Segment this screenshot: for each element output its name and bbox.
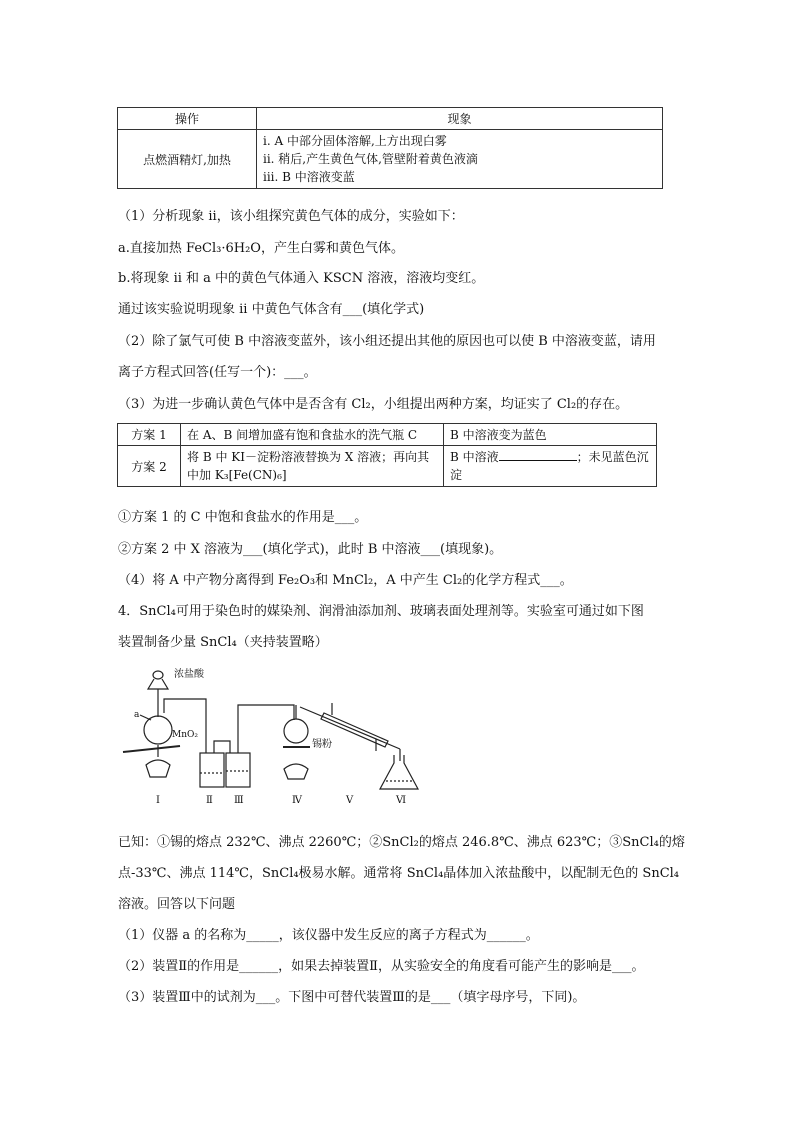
label-V: Ⅴ [346, 795, 354, 806]
scheme-2-result [444, 446, 657, 487]
known-line2: 点-33℃、沸点 114℃，SnCl₄极易水解。通常将 SnCl₄晶体加入浓盐酸中，以配制无色的 SnCl₄ [118, 866, 680, 881]
label-tin-powder: 锡粉 [312, 739, 332, 750]
scheme-1-method: 在 A、B 间增加盛有饱和食盐水的洗气瓶 C [181, 424, 444, 446]
label-VI: Ⅵ [396, 795, 407, 806]
question-3: （3）为进一步确认黄色气体中是否含有 Cl₂，小组提出两种方案，均证实了 Cl₂的存在。 [118, 397, 629, 412]
table-cell-phenomena [257, 130, 663, 189]
scheme-2-method: 将 B 中 KI－淀粉溶液替换为 X 溶液；再向其中加 K₃[Fe(CN)₆] [181, 446, 444, 487]
answer-blank [499, 448, 577, 461]
scheme-1-label: 方案 1 [118, 424, 181, 446]
scheme-2-label: 方案 2 [118, 446, 181, 487]
sub-question-1: ①方案 1 的 C 中饱和食盐水的作用是___。 [118, 510, 368, 525]
label-IV: Ⅳ [292, 795, 302, 806]
label-II: Ⅱ [206, 795, 213, 806]
label-I: Ⅰ [156, 795, 160, 806]
known-line3: 溶液。回答以下问题 [118, 897, 236, 912]
label-III: Ⅲ [234, 795, 244, 806]
problem-4-intro-line1: 4．SnCl₄可用于染色时的媒染剂、润滑油添加剂、玻璃表面处理剂等。实验室可通过如下图 [118, 604, 644, 619]
question-1c: 通过该实验说明现象 ii 中黄色气体含有___(填化学式) [118, 302, 425, 317]
problem-4-q2: （2）装置Ⅱ的作用是______，如果去掉装置Ⅱ，从实验安全的角度看可能产生的影响是___。 [118, 959, 645, 974]
problem-4-q1: （1）仪器 a 的名称为_____，该仪器中发生反应的离子方程式为______。 [118, 928, 539, 943]
observation-table [117, 107, 663, 189]
table-header-operation: 操作 [118, 108, 257, 130]
scheme-2-result-prefix: B 中溶液 [450, 450, 499, 464]
question-1a: a.直接加热 FeCl₃·6H₂O，产生白雾和黄色气体。 [118, 241, 404, 256]
scheme-2-result-suffix: ；未见蓝色沉淀 [450, 450, 649, 482]
scheme-table [117, 423, 657, 487]
phenomenon-i: i. A 中部分固体溶解,上方出现白雾 [263, 134, 447, 148]
question-2-line2: 离子方程式回答(任写一个)：___。 [118, 365, 317, 380]
table-cell-operation: 点燃酒精灯,加热 [118, 130, 257, 189]
known-line1: 已知：①锡的熔点 232℃、沸点 2260℃；②SnCl₂的熔点 246.8℃、沸点 623℃；③SnCl₄的熔 [118, 835, 685, 850]
problem-4-intro-line2: 装置制备少量 SnCl₄（夹持装置略） [118, 635, 328, 650]
scheme-1-result: B 中溶液变为蓝色 [444, 424, 657, 446]
label-mno2: MnO₂ [172, 730, 198, 740]
label-conc-hcl: 浓盐酸 [174, 669, 204, 680]
label-a: a [134, 710, 140, 720]
problem-4-q3: （3）装置Ⅲ中的试剂为___。下图中可替代装置Ⅲ的是___（填字母序号，下同)。 [118, 990, 586, 1005]
phenomenon-ii: ii. 稍后,产生黄色气体,管壁附着黄色液滴 [263, 152, 478, 166]
question-1b: b.将现象 ii 和 a 中的黄色气体通入 KSCN 溶液，溶液均变红。 [118, 271, 485, 286]
question-2-line1: （2）除了氯气可使 B 中溶液变蓝外，该小组还提出其他的原因也可以使 B 中溶液变蓝，请用 [118, 334, 656, 349]
sub-question-2: ②方案 2 中 X 溶液为___(填化学式)，此时 B 中溶液___(填现象)。 [118, 542, 503, 557]
question-4: （4）将 A 中产物分离得到 Fe₂O₃和 MnCl₂，A 中产生 Cl₂的化学方程式___。 [118, 573, 573, 588]
phenomenon-iii: iii. B 中溶液变蓝 [263, 170, 355, 184]
table-header-phenomenon: 现象 [257, 108, 663, 130]
question-1: （1）分析现象 ii，该小组探究黄色气体的成分，实验如下： [118, 209, 464, 224]
apparatus-diagram [118, 665, 438, 810]
